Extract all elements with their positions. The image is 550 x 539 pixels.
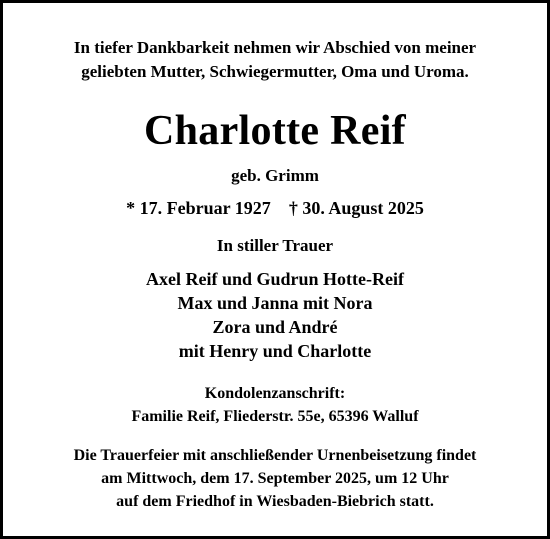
ceremony-line-1: Die Trauerfeier mit anschließender Urnenbeisetzung findet <box>73 447 477 464</box>
ceremony-line-2: am Mittwoch, dem 17. September 2025, um 12 Uhr <box>101 470 449 487</box>
deceased-name: Charlotte Reif <box>144 108 406 154</box>
ceremony-line-3: auf dem Friedhof in Wiesbaden-Biebrich statt. <box>116 493 434 510</box>
family-member-line: Max und Janna mit Nora <box>177 293 373 313</box>
maiden-name: geb. Grimm <box>231 166 319 185</box>
family-member-line: Axel Reif und Gudrun Hotte-Reif <box>146 269 404 289</box>
condolence-address: Familie Reif, Fliederstr. 55e, 65396 Walluf <box>131 408 419 425</box>
mourning-heading: In stiller Trauer <box>216 236 334 255</box>
condolence-label: Kondolenzanschrift: <box>204 385 346 402</box>
death-date: † 30. August 2025 <box>288 198 424 218</box>
intro-line-2: geliebten Mutter, Schwiegermutter, Oma und Uroma. <box>81 62 469 81</box>
intro-line-1: In tiefer Dankbarkeit nehmen wir Abschied von meiner <box>73 38 477 57</box>
life-dates <box>3 196 547 220</box>
birth-date: * 17. Februar 1927 <box>126 198 271 218</box>
family-member-line: Zora und André <box>212 317 338 337</box>
family-member-line: mit Henry und Charlotte <box>178 341 372 361</box>
